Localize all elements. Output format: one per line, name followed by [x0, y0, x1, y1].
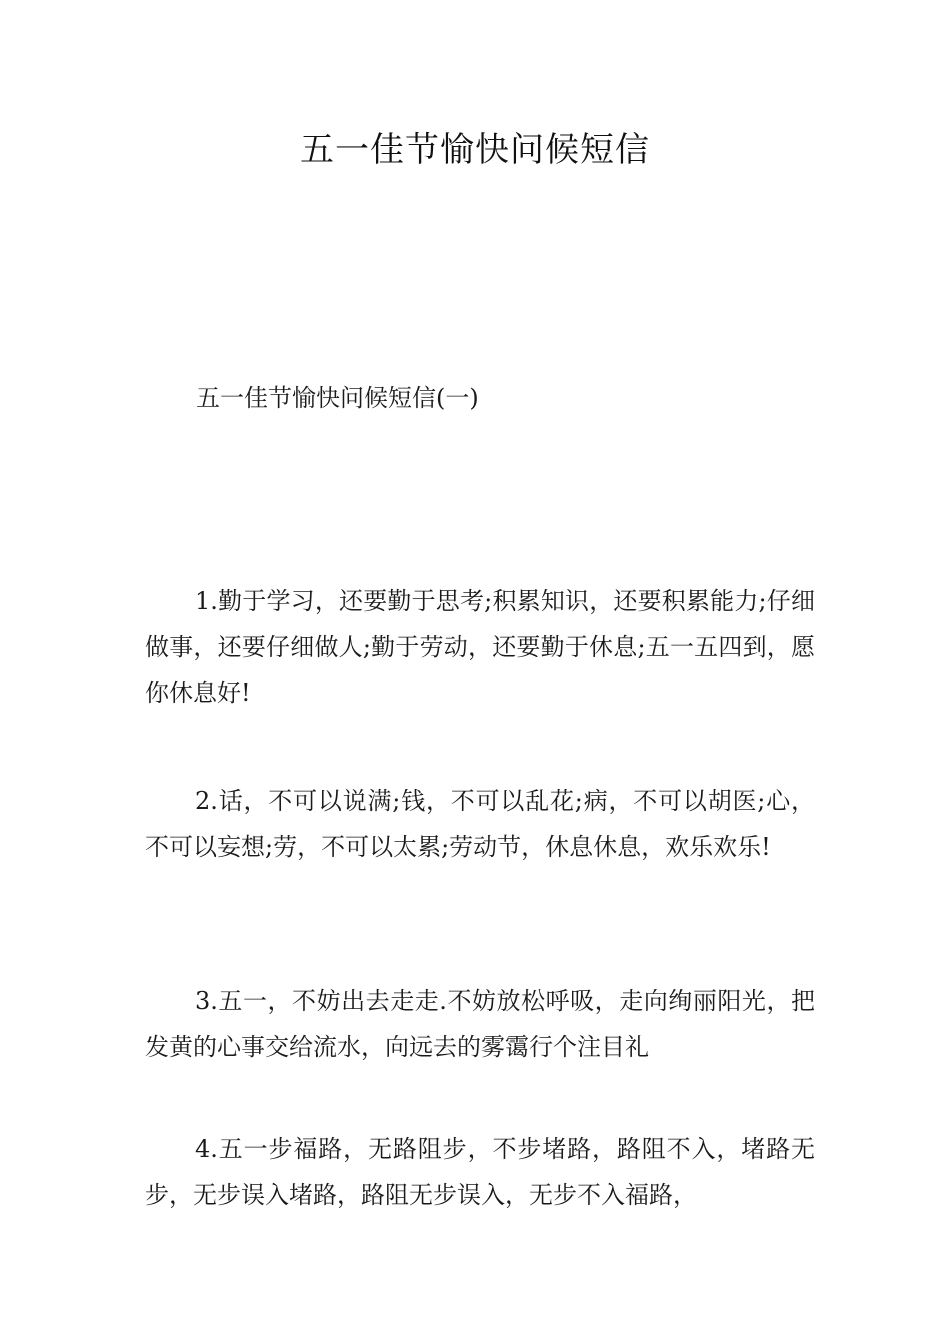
section-heading: 五一佳节愉快问候短信(一): [196, 384, 479, 412]
paragraph-3: 3.五一，不妨出去走走.不妨放松呼吸，走向绚丽阳光，把发黄的心事交给流水，向远去的雾霭行个注目礼: [145, 987, 815, 1061]
document-title: 五一佳节愉快问候短信: [300, 130, 650, 170]
paragraph-1: 1.勤于学习，还要勤于思考;积累知识，还要积累能力;仔细做事，还要仔细做人;勤于劳动，还要勤于休息;五一五四到，愿你休息好!: [145, 587, 815, 707]
paragraph-4: 4.五一步福路，无路阻步，不步堵路，路阻不入，堵路无步，无步误入堵路，路阻无步误入，无步不入福路，: [145, 1135, 815, 1209]
paragraph-2: 2.话，不可以说满;钱，不可以乱花;病，不可以胡医;心，不可以妄想;劳，不可以太累;劳动节，休息休息，欢乐欢乐!: [145, 787, 815, 861]
